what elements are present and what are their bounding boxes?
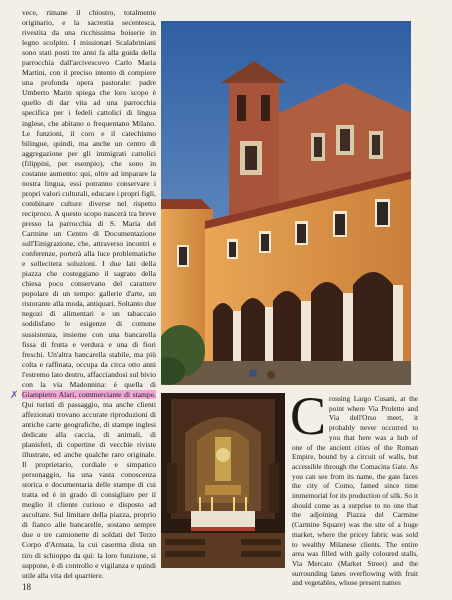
page-number: 18	[22, 582, 31, 592]
drop-cap: C	[290, 386, 327, 446]
italian-article-text	[22, 8, 156, 581]
english-article-column	[290, 386, 418, 588]
church-cloister-illustration	[161, 21, 411, 385]
italian-article-column	[22, 8, 156, 581]
altar-table	[191, 511, 255, 527]
altar-illustration	[161, 393, 285, 568]
italian-text-before: vece, rimane il chiostro, totalmente originario, e la sacrestia secentesca, rivestita da una ricchissima boiserie in legno scolpito. I missionari Scalabriniani sono stati posti tre anni fa alla guida della parrocchia dall'arcivescovo Carlo Maria Martini, con il preciso intento di compiere una profonda opera pastorale: padre Umberto Marin spiega che loro scopo è quello di dar vita ad una parrocchia specifica per i fedeli cattolici di lingua inglese, che abitano o frequentano Milano. Le funzioni, il coro e il catechismo bilingue, quindi, ma anche un centro di aggregazione per gli immigrati cattolici (filippini, per esempio), che sono in costante aumento: qui, oltre ad imparare la nostra lingua, essi potranno conservare i propri valori culturali, educare i propri figli, combinare culture diverse nel rispetto reciproco. A questo scopo nascerà tra breve presso la parrocchia di S. Maria del Carmine un Centro di Documentazione sull'Emigrazione, che, attraverso incontri e conferenze, porterà alla luce problematiche e sollecitera soluzioni. I due lati della piazza che costeggiano il sagrato della chiesa poco conservano del carattere popolare di un tempo: gallerie d'arte, un ristorante alla moda, antiquari. Soltanto due negozi di alimentari e un tabaccaio soddisfano le esigenze di comune sussistenza, insieme con una bancarella fissa di frutta e verdura e una di fiori freschi. Un'altra bancarella stabile, ma più colta e raffinata, occupa da circa otto anni l'estremo lato destro, affacciandosi sul bivio con la via Madonnina: è quella di	[22, 8, 156, 389]
church-altar-photo	[161, 393, 285, 568]
italian-text-after: Qui turisti di passaggio, ma anche clienti affezionati trovano accurate riproduzioni di antiche carte geografiche, di stampe inglesi dedicate alla caccia, di animali, di planisferi, di copertine di vecchie riviste illustrate, ed anche qualche raro originale. Il proprietario, cordiale e simpatico personaggio, ha una vasta conoscenza storica e documentaria delle stampe di cui tratta ed è in grado di consigliare per il meglio il cliente curioso e disposto ad ascoltare. Sul limitare della piazza, proprio di fianco alle bancarelle, sostano sempre due o tre camionette di soldati del Terzo Corpo d'Armata, la cui caserma dista un tiro di schioppo da qui: la loro funzione, si suppone, è di controllo e vigilanza e quindi utile alla vita del quartiere.	[22, 399, 156, 580]
english-article-text: rossing Largo Cusani, at the point where Via Proletto and Via dell'Orso meet, it probably never occurred to you that here was a hub of one of the ancient cities of the Roman Empire, bound by a circuit of walls, but accessible through the Comacina Gate. As you can see from its name, the gate faces the city of Como, famed since time immemorial for its production of silk. So it should come as a surprise to no one that the adjoining Piazza del Carmine (Carmine Square) was the site of a huge market, where the pricey fabric was sold to wealthy Milanese clients. The entire area was filled with gaily coloured stalls, Via Mercato (Market Street) and the surrounding lanes overflowing with fruit and vegetables, whose present names	[292, 394, 418, 588]
highlighted-phrase: Giampietro Alari, commerciante di stampe.	[22, 389, 156, 399]
margin-cross-mark: ✗	[10, 390, 19, 401]
church-cloister-photo	[161, 21, 411, 385]
